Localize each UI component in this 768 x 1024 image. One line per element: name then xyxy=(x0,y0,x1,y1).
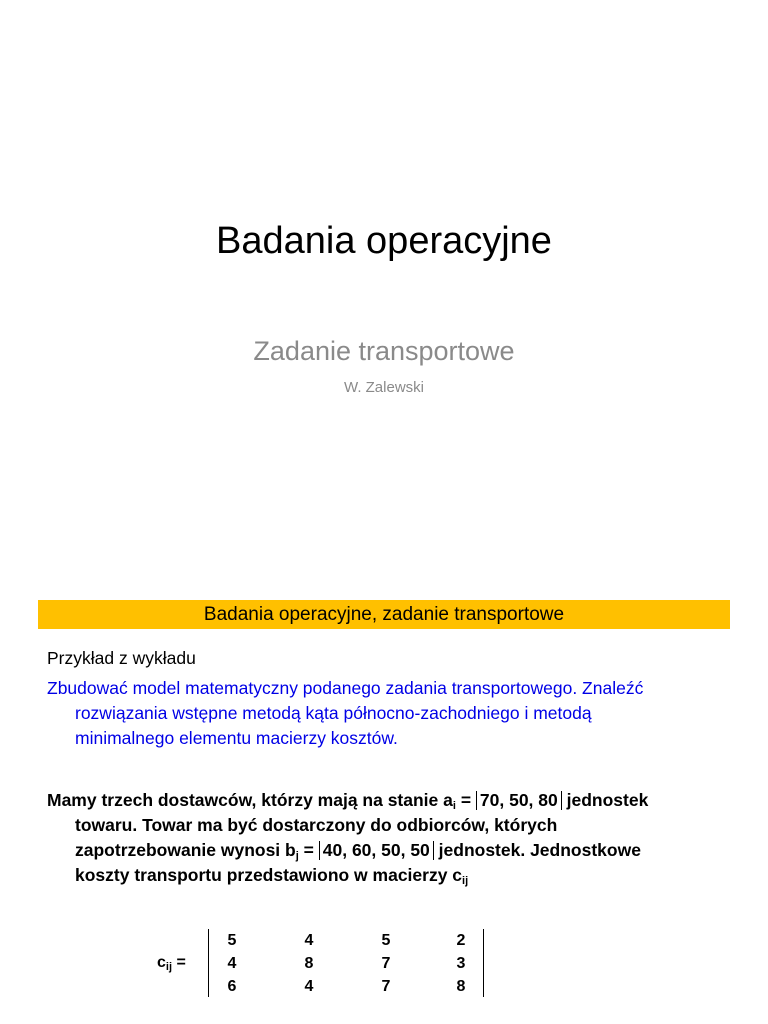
matrix-cell: 5 xyxy=(227,932,237,949)
demand-subscript: j xyxy=(295,850,299,862)
data-line-1-text: Mamy trzech dostawców, którzy mają na stanie a xyxy=(47,790,453,810)
data-line-2: towaru. Towar ma być dostarczony do odbiorców, których xyxy=(75,815,558,835)
cost-matrix-label xyxy=(157,954,186,972)
matrix-row xyxy=(209,929,483,952)
data-line-3-text: zapotrzebowanie wynosi b xyxy=(75,840,296,860)
matrix-cell: 6 xyxy=(227,978,237,995)
equals-sign: = xyxy=(455,790,476,810)
matrix-cell: 5 xyxy=(381,932,391,949)
data-line-1-end: jednostek xyxy=(561,790,649,810)
data-line-4-text: koszty transportu przedstawiono w macierzy c xyxy=(75,865,463,885)
matrix-cell: 3 xyxy=(456,955,466,972)
matrix-cell: 8 xyxy=(304,955,314,972)
slide-author: W. Zalewski xyxy=(343,379,424,396)
task-line-2: rozwiązania wstępne metodą kąta północno-zachodniego i metodą xyxy=(75,703,592,723)
data-line-1 xyxy=(47,790,648,810)
data-line-4 xyxy=(47,863,737,888)
matrix-cell: 7 xyxy=(381,955,391,972)
data-line-3 xyxy=(47,838,737,863)
section-banner: Badania operacyjne, zadanie transportowe xyxy=(38,600,730,629)
cost-subscript: ij xyxy=(462,875,469,887)
matrix-cell: 2 xyxy=(456,932,466,949)
cost-matrix xyxy=(208,929,484,997)
supply-subscript: i xyxy=(452,800,456,812)
problem-data xyxy=(47,788,737,888)
task-line-3: minimalnego elementu macierzy kosztów. xyxy=(75,728,398,748)
matrix-row xyxy=(209,975,483,998)
matrix-label-subscript: ij xyxy=(165,961,173,973)
matrix-label-c: c xyxy=(157,954,166,971)
matrix-cell: 4 xyxy=(304,978,314,995)
equals-sign: = xyxy=(298,840,319,860)
matrix-cell: 7 xyxy=(381,978,391,995)
slide-title: Badania operacyjne xyxy=(216,220,552,262)
example-label: Przykład z wykładu xyxy=(47,648,196,668)
matrix-row xyxy=(209,952,483,975)
slide-subtitle: Zadanie transportowe xyxy=(253,336,515,366)
matrix-cell: 8 xyxy=(456,978,466,995)
data-line-3-end: jednostek. Jednostkowe xyxy=(433,840,641,860)
task-line-1: Zbudować model matematyczny podanego zadania transportowego. Znaleźć xyxy=(47,678,644,698)
matrix-label-equals: = xyxy=(172,954,186,971)
matrix-cell: 4 xyxy=(304,932,314,949)
matrix-cell: 4 xyxy=(227,955,237,972)
demand-vector: 40, 60, 50, 50 xyxy=(319,841,434,860)
task-description xyxy=(47,676,737,751)
supply-vector: 70, 50, 80 xyxy=(476,791,562,810)
